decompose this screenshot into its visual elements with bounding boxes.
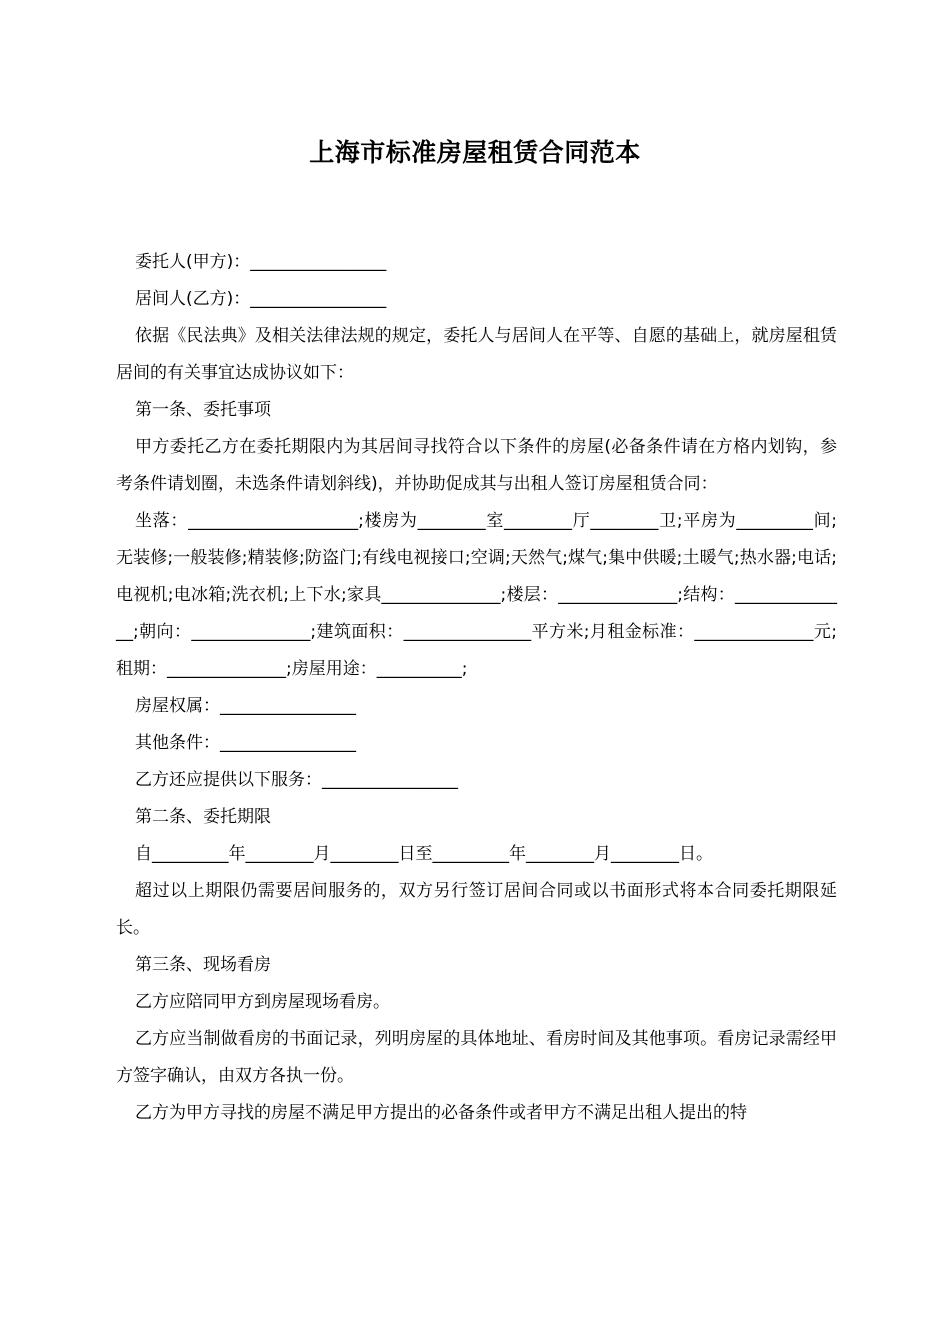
article-1-paragraph: 甲方委托乙方在委托期限内为其居间寻找符合以下条件的房屋(必备条件请在方格内划钩，参考条件请划圈，未选条件请划斜线)，并协助促成其与出租人签订房屋租赁合同：: [116, 437, 837, 494]
services-line: 乙方还应提供以下服务：________________: [135, 770, 458, 790]
document-body: [116, 244, 837, 1132]
property-conditions-paragraph: 坐落：____________________;楼房为________室________厅________卫;平房为_________间;无装修;一般装修;精装修;防盗门;有线电视接口;空调;天然气;煤气;集中供暖;土暖气;热水器;电话;电视机;电冰箱;洗衣机;上下水;家具______________;楼层：______________;结构：______________;朝向：______________;建筑面积：_______________平方米;月租金标准：______________元;租期：______________;房屋用途：__________;: [116, 511, 837, 679]
article-2-heading: 第二条、委托期限: [135, 807, 271, 827]
article-1-heading: 第一条、委托事项: [135, 400, 271, 420]
other-conditions-line: 其他条件：________________: [135, 733, 356, 753]
period-line: 自_________年________月________日至_________年________月________日。: [135, 844, 713, 864]
viewing-paragraph: 乙方应陪同甲方到房屋现场看房。: [135, 992, 390, 1012]
preamble-paragraph: 依据《民法典》及相关法律法规的规定，委托人与居间人在平等、自愿的基础上，就房屋租赁居间的有关事宜达成协议如下：: [116, 326, 837, 383]
conditions-not-met-paragraph: 乙方为甲方寻找的房屋不满足甲方提出的必备条件或者甲方不满足出租人提出的特: [135, 1103, 747, 1123]
article-3-heading: 第三条、现场看房: [135, 955, 271, 975]
party-a-line: 委托人(甲方)：________________: [135, 252, 387, 272]
extension-paragraph: 超过以上期限仍需要居间服务的，双方另行签订居间合同或以书面形式将本合同委托期限延长。: [116, 881, 837, 938]
ownership-line: 房屋权属：________________: [135, 696, 356, 716]
party-b-line: 居间人(乙方)：________________: [135, 289, 387, 309]
viewing-record-paragraph: 乙方应当制做看房的书面记录，列明房屋的具体地址、看房时间及其他事项。看房记录需经甲方签字确认，由双方各执一份。: [116, 1029, 837, 1086]
document-title: 上海市标准房屋租赁合同范本: [309, 138, 641, 167]
